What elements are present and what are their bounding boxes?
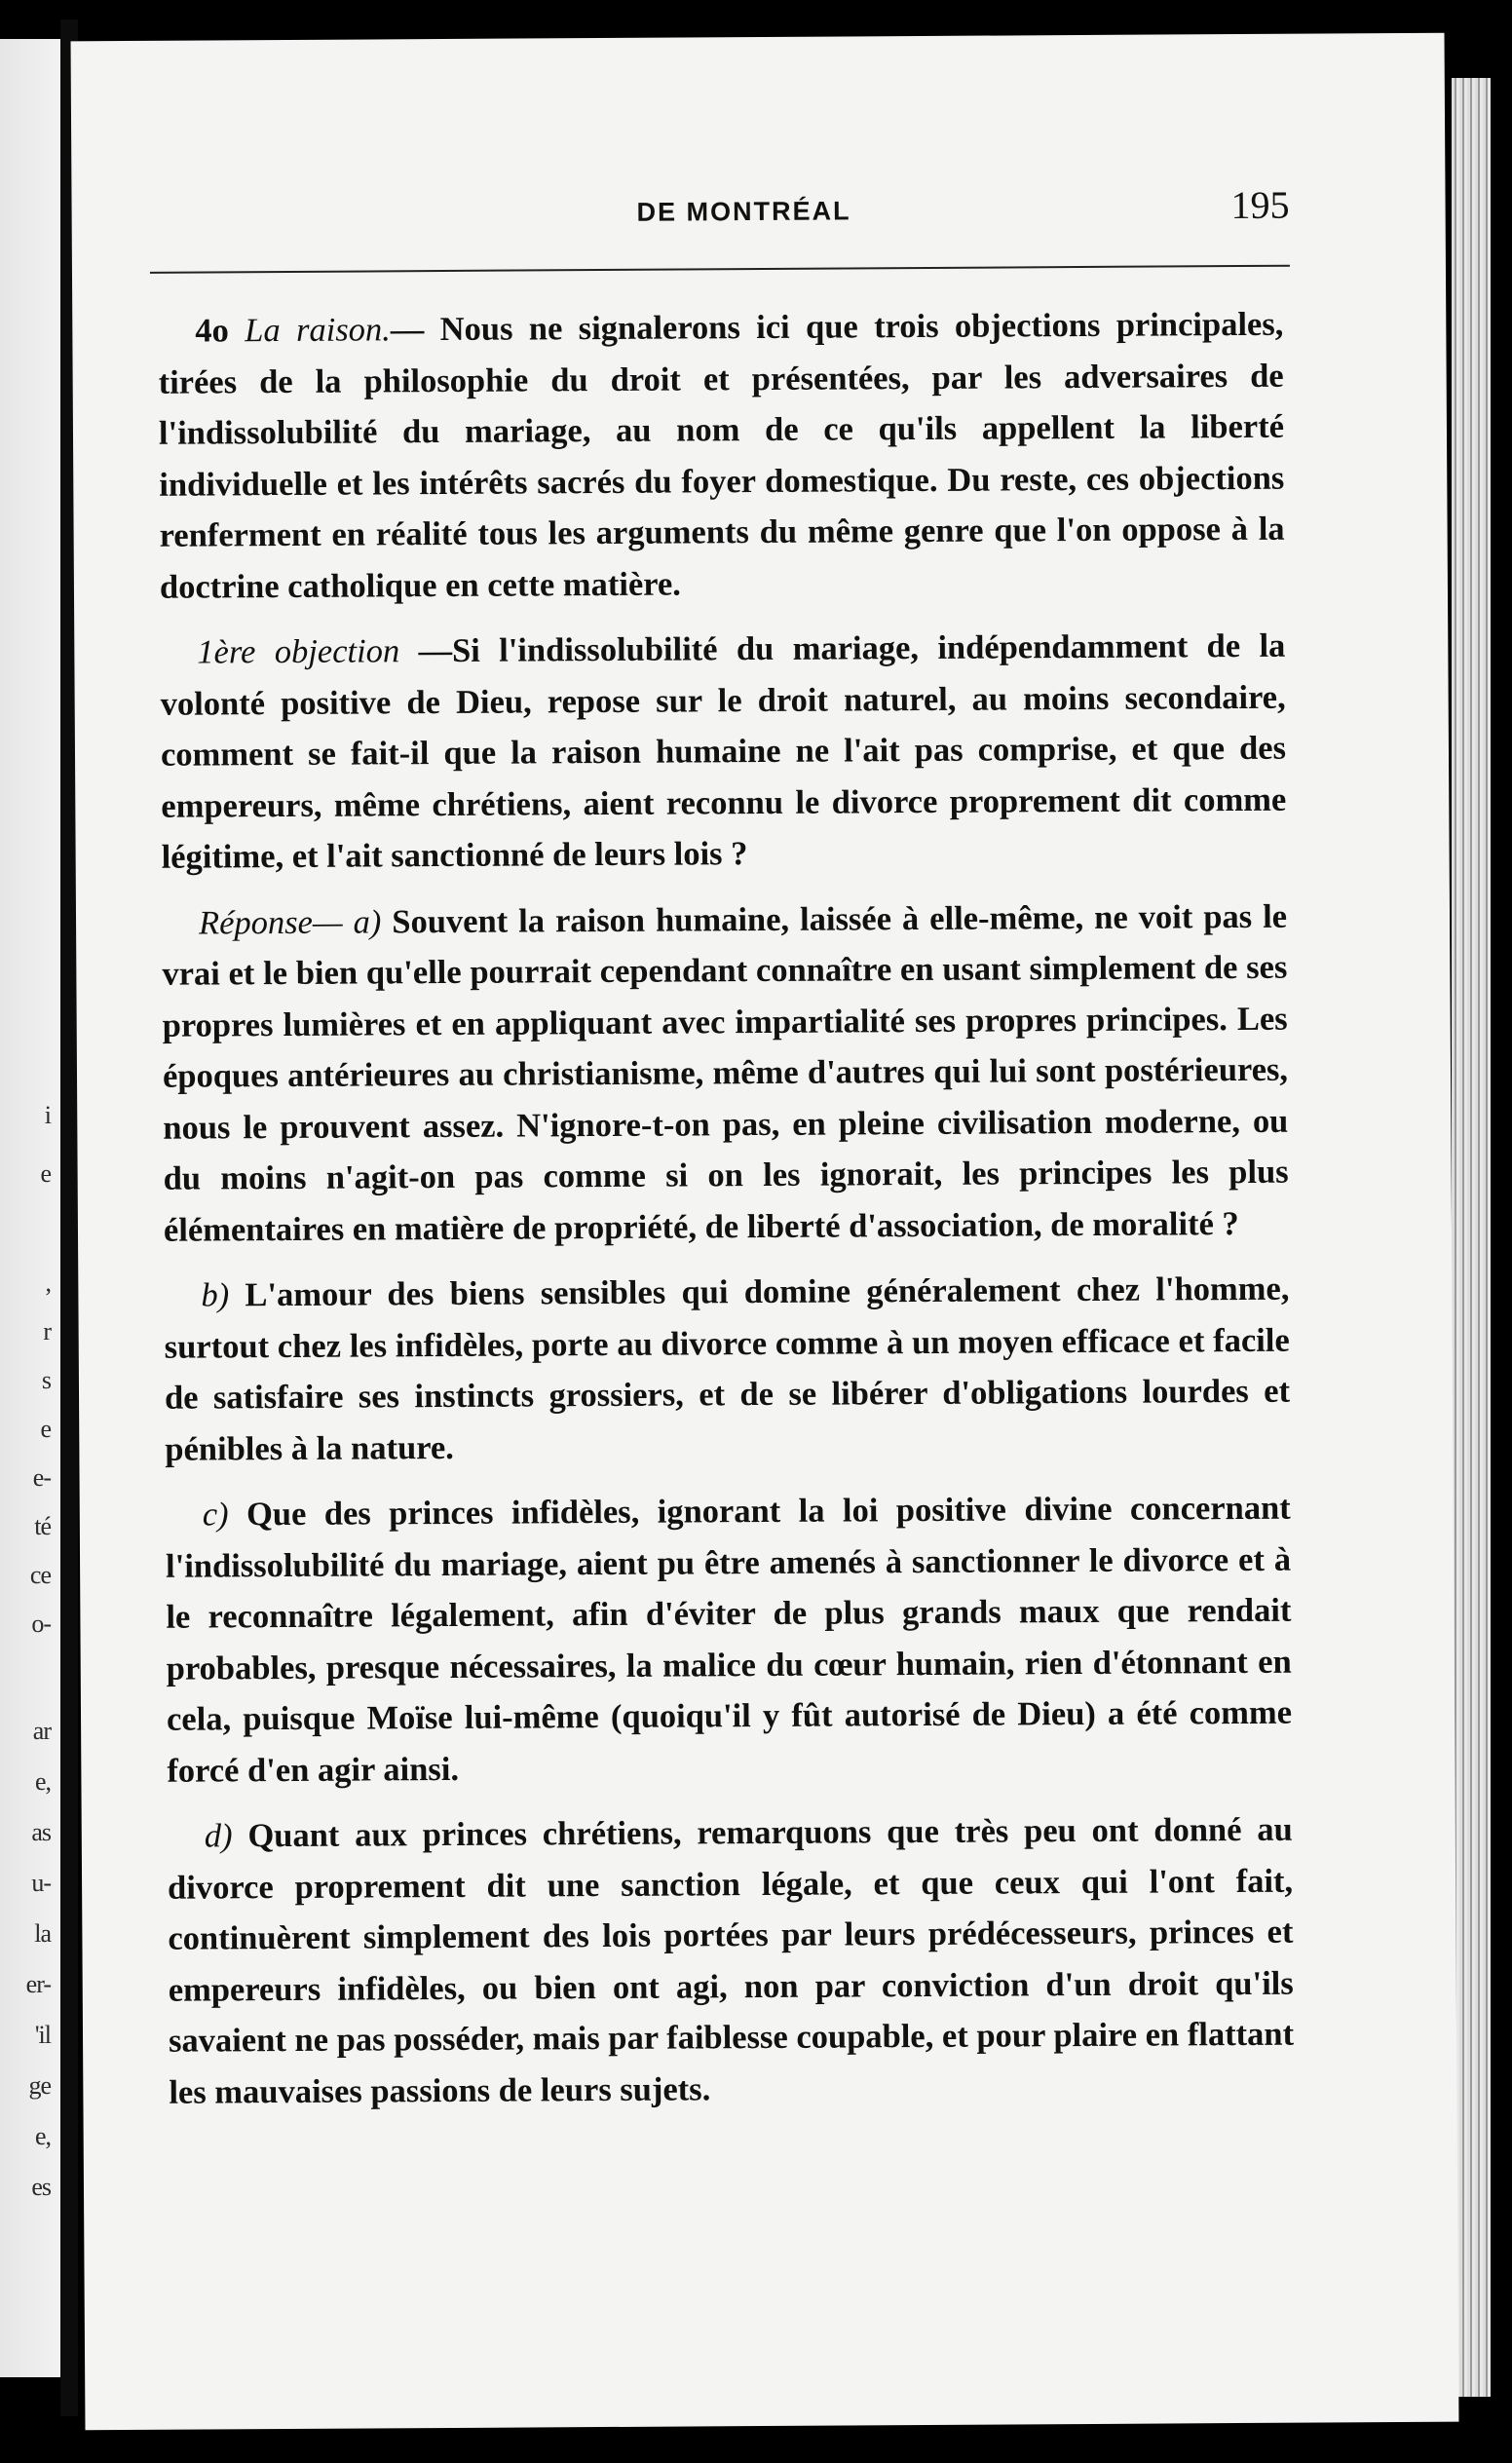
adjacent-page-strip	[0, 39, 60, 2377]
margin-fragment: as	[31, 1818, 51, 1846]
paragraph	[168, 1804, 1295, 2118]
paragraph-number: 4o	[195, 312, 229, 350]
objection-heading: 1ère objection	[197, 632, 400, 671]
margin-fragment: er-	[25, 1970, 51, 1998]
paragraph-text: Que des princes infidèles, ignorant la loi positive divine concernant l'indissolubilité du mariage, aient pu être amenés à sanctionner le divorce et à le reconnaître légalement, afin d'éviter de plus grands maux que rendait probables, presque nécessaires, la malice du cœur humain, rien d'étonnant en cela, puisque Moïse lui-même (quoiqu'il y fût autorisé de Dieu) a été comme forcé d'en agir ainsi.	[165, 1489, 1293, 1790]
margin-fragment: ,	[45, 1269, 51, 1297]
point-label: c)	[202, 1496, 229, 1534]
point-label: b)	[201, 1276, 230, 1314]
paragraph-text: Quant aux princes chrétiens, remarquons que très peu ont donné au divorce proprement dit une sanction légale, et que ceux qui l'ont fait, continuèrent simplement des lois portées par leurs prédécesseurs, princes et empereurs infidèles, ou bien ont agi, non par conviction d'un droit qu'ils savaient ne pas posséder, mais par faiblesse coupable, et pour plaire en flattant les mauvaises passions de leurs sujets.	[167, 1810, 1295, 2111]
paragraph	[164, 1264, 1290, 1475]
paragraph	[158, 299, 1285, 613]
margin-fragment: u-	[31, 1869, 51, 1897]
body-text	[158, 299, 1294, 2133]
section-heading: La raison.	[245, 311, 391, 350]
margin-fragment: s	[41, 1366, 51, 1394]
margin-fragment: té	[34, 1512, 51, 1540]
margin-fragment: ar	[32, 1717, 51, 1745]
header-rule	[150, 265, 1290, 274]
margin-fragment: ce	[29, 1561, 51, 1589]
paragraph-text: Souvent la raison humaine, laissée à elle-même, ne voit pas le vrai et le bien qu'elle pourrait cependant connaître en usant simplement de ses propres lumières et en appliquant avec impartialité ses propres principes. Les époques antérieures au christianisme, même d'autres qui lui sont postérieures, nous le prouvent assez. N'ignore-t-on pas, en pleine civilisation moderne, ou du moins n'agit-on pas comme si on les ignorait, les principes les plus élémentaires en matière de propriété, de liberté d'association, de moralité ?	[162, 897, 1289, 1249]
margin-fragment: e	[40, 1159, 51, 1188]
paragraph-text: L'amour des biens sensibles qui domine généralement chez l'homme, surtout chez les infidèles, porte au divorce comme à un moyen efficace et facile de satisfaire ses instincts grossiers, et de se libérer d'obligations lourdes et pénibles à la nature.	[164, 1269, 1291, 1468]
book-page	[71, 33, 1459, 2431]
margin-fragment: e	[40, 1415, 51, 1443]
margin-fragment: 'il	[34, 2021, 51, 2049]
paragraph-text: —Si l'indissolubilité du mariage, indépendamment de la volonté positive de Dieu, repose sur le droit naturel, au moins secondaire, comment se fait-il que la raison humaine ne l'ait pas comprise, et que des empereurs, même chrétiens, aient reconnu le divorce proprement dit comme légitime, et l'ait sanctionné de leurs lois ?	[160, 626, 1287, 876]
margin-fragment: o-	[31, 1610, 51, 1638]
margin-fragment: es	[31, 2173, 51, 2201]
response-heading: Réponse— a)	[198, 902, 382, 942]
page-number: 195	[1230, 182, 1290, 228]
margin-fragment: la	[34, 1919, 51, 1948]
margin-fragment: e,	[34, 2122, 51, 2150]
margin-fragment: e,	[34, 1767, 51, 1796]
running-title: DE MONTRÉAL	[636, 196, 851, 227]
paragraph	[160, 621, 1287, 884]
point-label: d)	[204, 1817, 233, 1855]
paragraph-text: — Nous ne signalerons ici que trois objections principales, tirées de la philosophie du droit et présentées, par les adversaires de l'indissolubilité du mariage, au nom de ce qu'ils appellent la liberté individuelle et les intérêts sacrés du foyer domestique. Du reste, ces objections renferment en réalité tous les arguments du même genre que l'on oppose à la doctrine catholique en cette matière.	[158, 305, 1285, 606]
margin-fragment: e-	[32, 1463, 51, 1492]
margin-fragment: ge	[28, 2071, 51, 2100]
page-header	[139, 182, 1289, 247]
paragraph	[162, 890, 1289, 1256]
margin-fragment: r	[43, 1317, 51, 1345]
margin-fragment: i	[44, 1101, 51, 1129]
paragraph	[166, 1483, 1293, 1797]
page-block-edge	[1452, 78, 1491, 2397]
